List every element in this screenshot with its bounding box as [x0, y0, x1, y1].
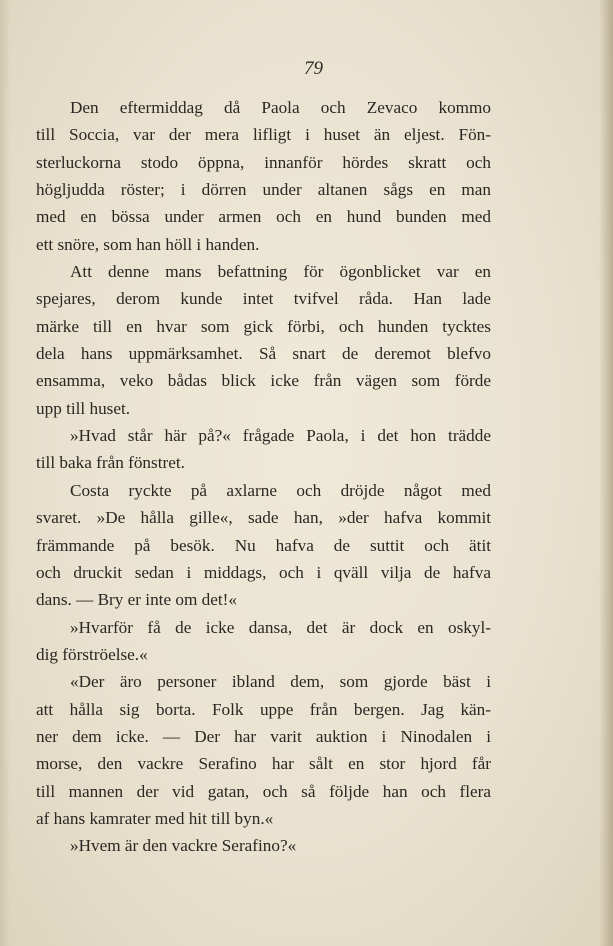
page-right-edge-shadow [599, 0, 613, 946]
text-line: att hålla sig borta. Folk uppe från bergen. Jag kän- [36, 699, 491, 719]
text-line: ner dem icke. — Der har varit auktion i Ninodalen i [36, 726, 491, 746]
text-line: svaret. »De hålla gille«, sade han, »der hafva kommit [36, 508, 491, 528]
page-left-edge-shadow [0, 0, 10, 946]
text-line: ensamma, veko bådas blick icke från vägen som förde [36, 371, 491, 391]
text-line: af hans kamrater med hit till byn.« [36, 808, 274, 828]
text-line: främmande på besök. Nu hafva de suttit och ätit [36, 535, 491, 555]
text-line: »Hvem är den vackre Serafino?« [70, 836, 297, 856]
text-line: Att denne mans befattning för ögonblicket var en [70, 262, 491, 282]
text-line: »Hvad står här på?« frågade Paola, i det hon trädde [70, 426, 491, 446]
text-line: högljudda röster; i dörren under altanen sågs en man [36, 180, 491, 200]
text-line: dela hans uppmärksamhet. Så snart de deremot blefvo [36, 344, 491, 364]
page-number: 79 [304, 58, 323, 79]
text-line: till mannen der vid gatan, och så följde han och flera [36, 781, 491, 801]
text-line: «Der äro personer ibland dem, som gjorde bäst i [70, 672, 491, 692]
text-line: märke till en hvar som gick förbi, och hunden tycktes [36, 316, 491, 336]
text-line: Den eftermiddag då Paola och Zevaco kommo [70, 98, 491, 117]
text-line: ett snöre, som han höll i handen. [36, 234, 260, 254]
text-line: med en bössa under armen och en hund bunden med [36, 207, 491, 227]
text-line: Costa ryckte på axlarne och dröjde något med [70, 480, 491, 500]
text-line: »Hvarför få de icke dansa, det är dock en oskyl- [70, 617, 491, 637]
text-line: och druckit sedan i middags, och i qväll vilja de hafva [36, 562, 491, 582]
text-line: till baka från fönstret. [36, 453, 185, 473]
text-line: upp till huset. [36, 398, 131, 418]
text-line: sterluckorna stodo öppna, innanför hördes skratt och [36, 152, 491, 172]
text-line: dans. — Bry er inte om det!« [36, 590, 237, 610]
body-text [36, 94, 491, 860]
text-line: dig förströelse.« [36, 644, 148, 664]
text-line: morse, den vackre Serafino har sålt en stor hjord får [36, 754, 491, 774]
text-line: spejares, derom kunde intet tvifvel råda. Han lade [36, 289, 491, 309]
text-line: till Soccia, var der mera lifligt i huset än eljest. Fön- [36, 125, 491, 145]
